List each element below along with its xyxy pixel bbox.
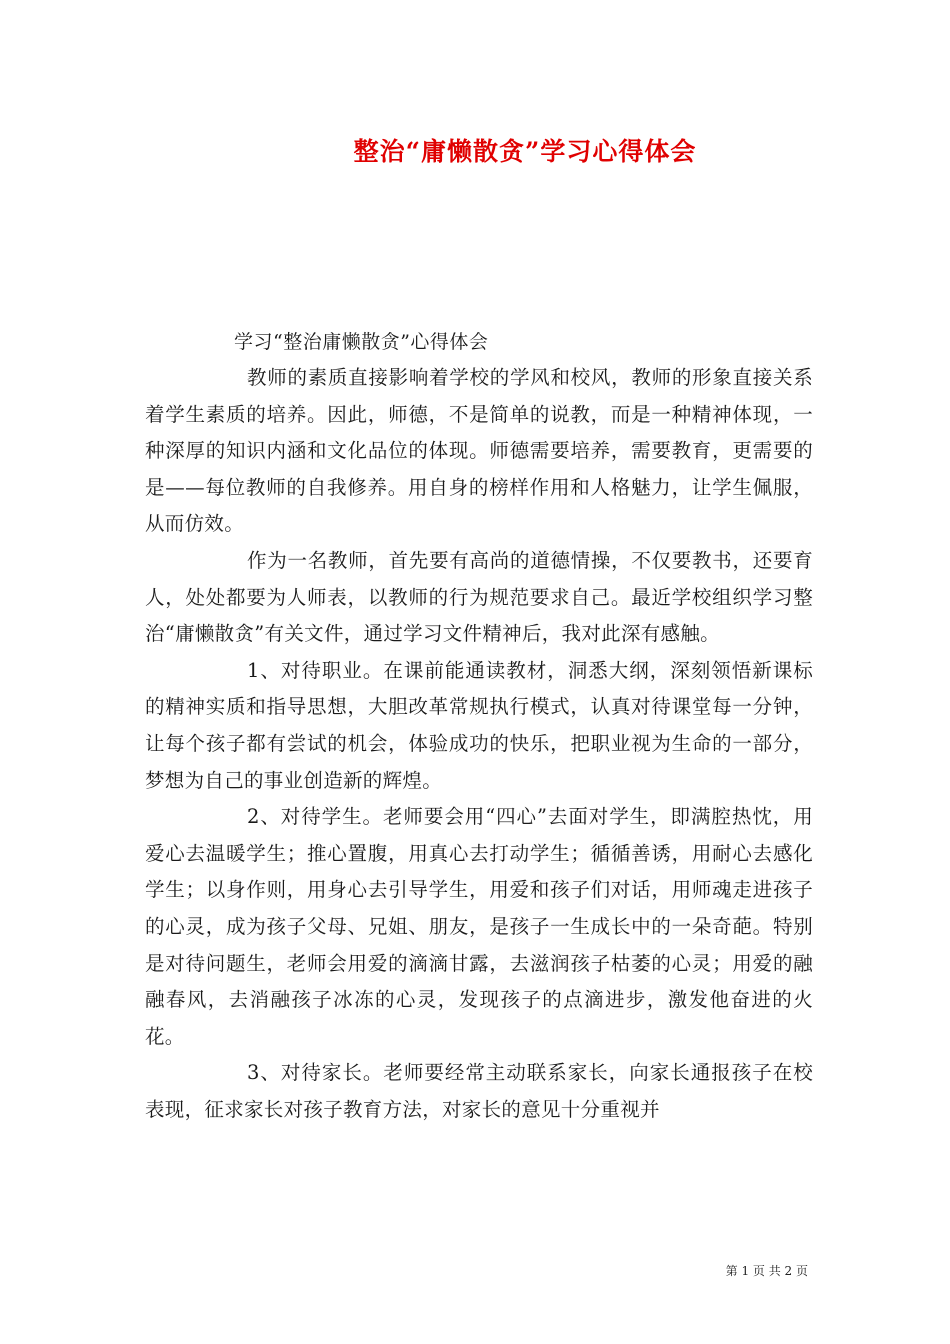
document-title: 整治“庸懒散贪”学习心得体会 [353, 137, 697, 166]
page-number: 第 1 页 共 2 页 [725, 1264, 808, 1278]
paragraph-teacher-duty: 作为一名教师，首先要有高尚的道德情操，不仅要教书，还要育人，处处都要为人师表，以教师的行为规范要求自己。最近学校组织学习整治“庸懒散贪”有关文件，通过学习文件精神后，我对此深有感触。 [145, 548, 813, 646]
paragraph-point-students: 2、对待学生。老师要会用“四心”去面对学生，即满腔热忱，用爱心去温暖学生；推心置腹，用真心去打动学生；循循善诱，用耐心去感化学生；以身作则，用身心去引导学生，用爱和孩子们对话，用师魂走进孩子的心灵，成为孩子父母、兄姐、朋友，是孩子一生成长中的一朵奇葩。特别是对待问题生，老师会用爱的滴滴甘露，去滋润孩子枯萎的心灵；用爱的融融春风，去消融孩子冰冻的心灵，发现孩子的点滴进步，激发他奋进的火花。 [145, 805, 813, 1048]
paragraph-point-career: 1、对待职业。在课前能通读教材，洞悉大纲，深刻领悟新课标的精神实质和指导思想，大胆改革常规执行模式，认真对待课堂每一分钟，让每个孩子都有尝试的机会，体验成功的快乐，把职业视为生命的一部分，梦想为自己的事业创造新的辉煌。 [145, 658, 813, 792]
document-body [145, 360, 813, 1128]
document-subtitle: 学习“整治庸懒散贪”心得体会 [234, 331, 489, 353]
paragraph-point-parents: 3、对待家长。老师要经常主动联系家长，向家长通报孩子在校表现，征求家长对孩子教育方法，对家长的意见十分重视并 [145, 1061, 813, 1121]
paragraph-intro: 教师的素质直接影响着学校的学风和校风，教师的形象直接关系着学生素质的培养。因此，师德，不是简单的说教，而是一种精神体现，一种深厚的知识内涵和文化品位的体现。师德需要培养，需要教育，更需要的是——每位教师的自我修养。用自身的榜样作用和人格魅力，让学生佩服，从而仿效。 [145, 366, 813, 536]
